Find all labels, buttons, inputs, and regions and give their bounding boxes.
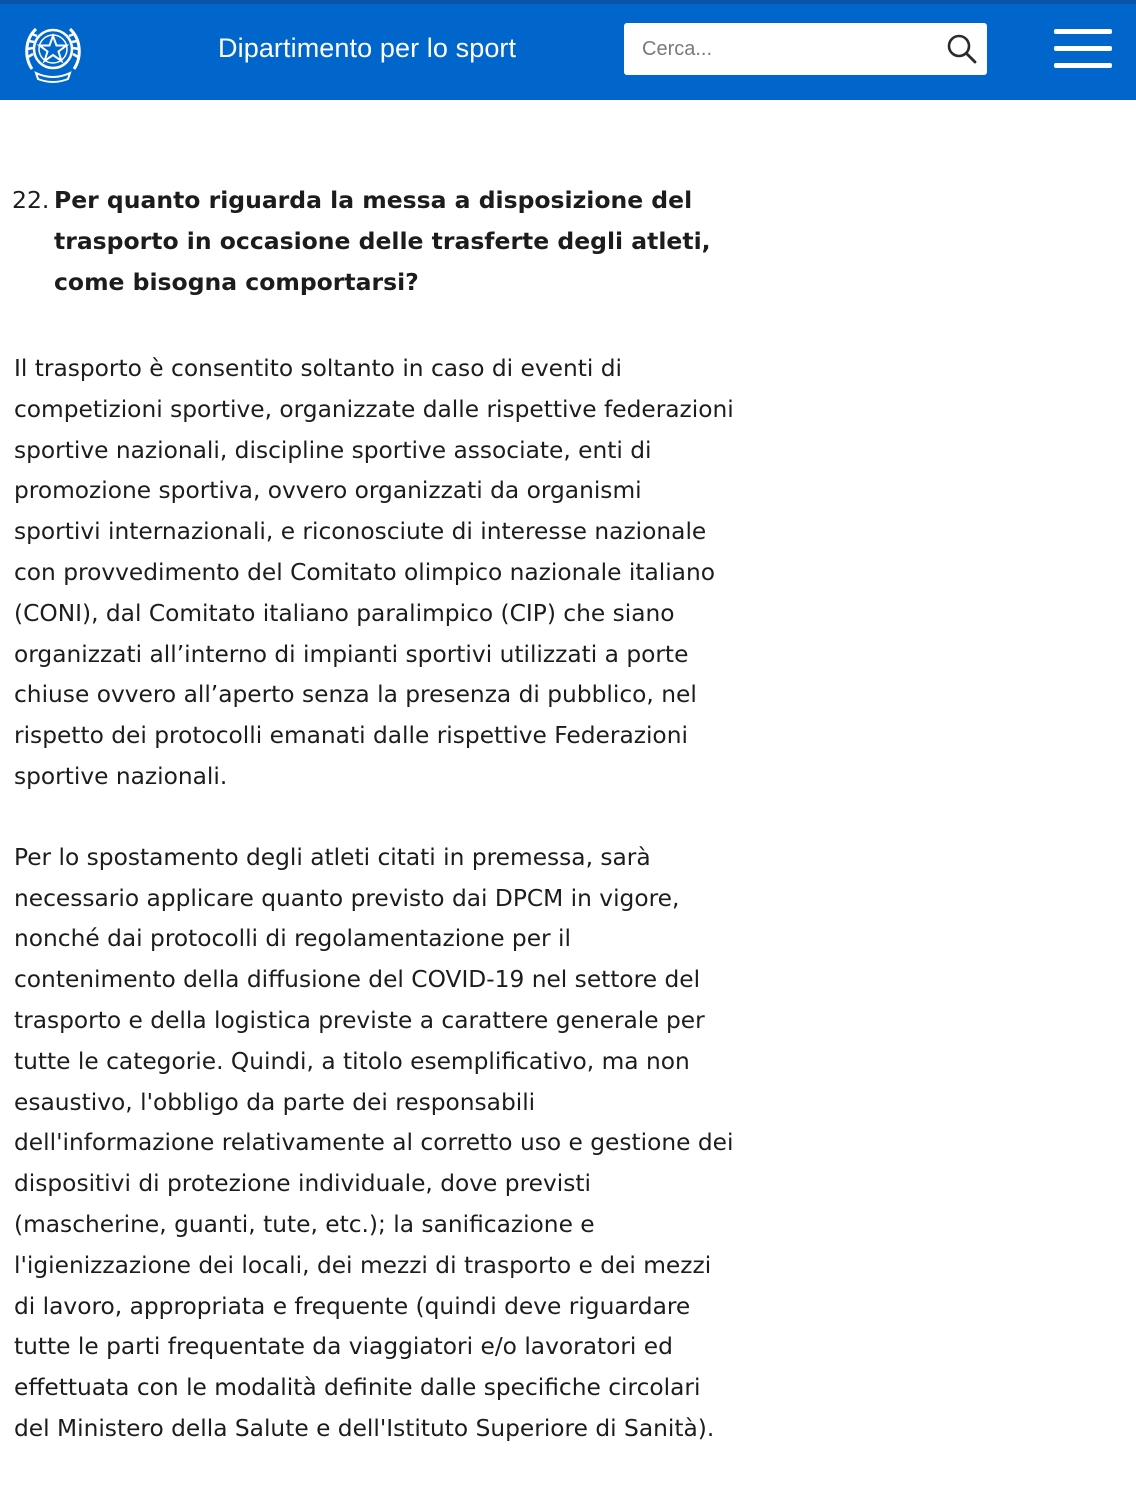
search-input[interactable] <box>624 23 934 75</box>
emblem-of-italy-icon[interactable] <box>22 17 84 85</box>
menu-bar <box>1054 29 1112 34</box>
site-header <box>0 0 1136 100</box>
answer-paragraph-2: Per lo spostamento degli atleti citati in premessa, sarà necessario applicare quanto previsto dai DPCM in vigore, nonché dai protocolli di regolamentazione per il contenimento della diffusione del COVID-19 nel settore del trasporto e della logistica previste a carattere generale per tutte le categorie. Quindi, a titolo esemplificativo, ma non esaustivo, l'obbligo da parte dei responsabili dell'informazione relativamente al corretto uso e gestione dei dispositivi di protezione individuale, dove previsti (mascherine, guanti, tute, etc.); la sanificazione e l'igienizzazione dei locali, dei mezzi di trasporto e dei mezzi di lavoro, appropriata e frequente (quindi deve riguardare tutte le parti frequentate da viaggiatori e/o lavoratori ed effettuata con le modalità definite dalle specifiche circolari del Ministero della Salute e dell'Istituto Superiore di Sanità). <box>14 843 734 1442</box>
question-number: 22. <box>12 186 50 214</box>
question-text: Per quanto riguarda la messa a disposizione del trasporto in occasione delle trasferte degli atleti, come bisogna comportarsi? <box>54 186 711 296</box>
hamburger-menu-icon[interactable] <box>1054 27 1112 71</box>
site-title[interactable]: Dipartimento per lo sport <box>218 33 517 63</box>
menu-bar <box>1054 46 1112 51</box>
header-top-border <box>0 0 1136 4</box>
faq-question <box>14 180 714 303</box>
menu-bar <box>1054 63 1112 68</box>
answer-paragraph-1: Il trasporto è consentito soltanto in caso di eventi di competizioni sportive, organizzate dalle rispettive federazioni sportive nazionali, discipline sportive associate, enti di promozione sportiva, ovvero organizzati da organismi sportivi internazionali, e riconosciute di interesse nazionale con provvedimento del Comitato olimpico nazionale italiano (CONI), dal Comitato italiano paralimpico (CIP) che siano organizzati all’interno di impianti sportivi utilizzati a porte chiuse ovvero all’aperto senza la presenza di pubblico, nel rispetto dei protocolli emanati dalle rispettive Federazioni sportive nazionali. <box>14 355 734 790</box>
faq-content <box>14 180 734 1450</box>
search-box <box>624 23 987 75</box>
search-icon[interactable] <box>946 33 978 65</box>
